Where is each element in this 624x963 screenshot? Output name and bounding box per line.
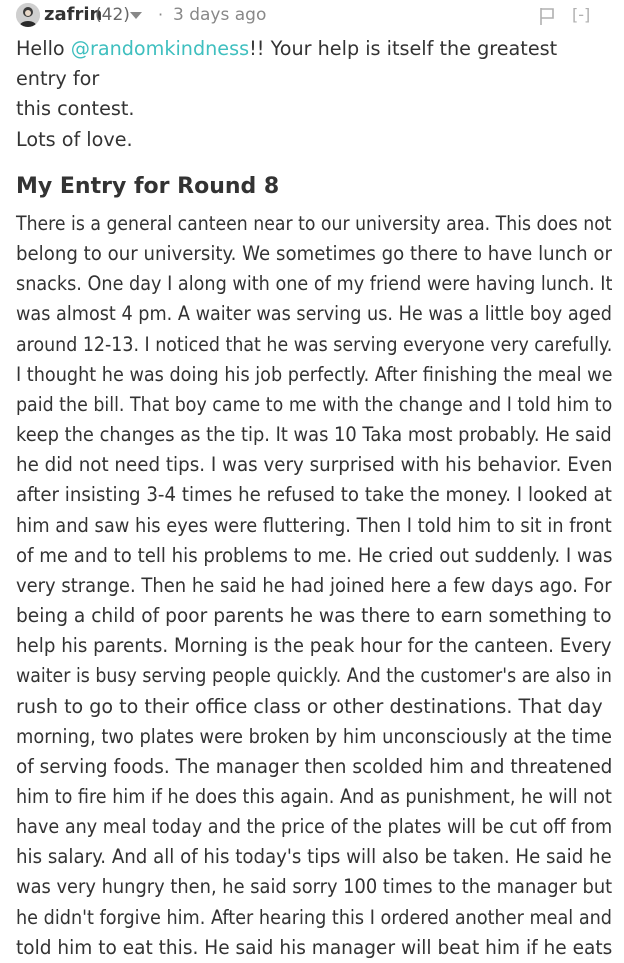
timestamp[interactable]: 3 days ago (173, 5, 267, 25)
story-line: he didn't forgive him. After hearing this I ordered another meal and (16, 905, 613, 929)
mention-link[interactable]: @randomkindness (70, 37, 250, 60)
story-line: after insisting 3-4 times he refused to take the money. I looked at (16, 483, 612, 507)
story-line: waiter is busy serving people quickly. And the customer's are also in (16, 664, 612, 688)
author-link[interactable]: zafrin (44, 4, 103, 25)
story-line: of me and to tell his problems to me. He cried out suddenly. I was (16, 543, 613, 567)
story-line: his salary. And all of his today's tips will also be taken. He said he (16, 845, 612, 869)
story-line: told him to eat this. He said his manager will beat him if he eats (16, 935, 613, 959)
collapse-button[interactable]: [-] (572, 5, 591, 24)
reply-line-1-rest: !! Your help is itself the greatest entry for (16, 37, 558, 91)
reply-greeting: Hello (16, 37, 65, 60)
avatar[interactable] (16, 3, 40, 27)
reputation-score: (42) (95, 5, 130, 25)
story-line: snacks. One day I along with one of my friend were having lunch. It (16, 272, 613, 296)
meta-separator: · (158, 5, 164, 24)
story-line: help his parents. Morning is the peak hour for the canteen. Every (16, 634, 612, 658)
story-line: morning, two plates were broken by him unconsciously at the time (16, 724, 612, 748)
story-line: he did not need tips. I was very surprised with his behavior. Even (16, 453, 613, 477)
reply-body (16, 34, 612, 155)
flag-icon[interactable] (537, 6, 557, 26)
reply-line-1 (16, 34, 612, 94)
story-body (16, 209, 612, 963)
reply-line-2: this contest. (16, 97, 135, 121)
story-line: was almost 4 pm. A waiter was serving us. He was a little boy aged (16, 302, 612, 326)
reply-line-3: Lots of love. (16, 127, 133, 151)
story-line: being a child of poor parents he was there to earn something to (16, 604, 612, 628)
chevron-down-icon[interactable] (130, 12, 142, 19)
story-line: him and saw his eyes were fluttering. Then I told him to sit in front (16, 513, 612, 537)
comment-header (0, 0, 624, 32)
story-line: There is a general canteen near to our university area. This does not (16, 212, 612, 235)
user-avatar-icon (16, 3, 40, 27)
story-line: was very hungry then, he said sorry 100 times to the manager but (16, 875, 613, 899)
story-line: have any meal today and the price of the plates will be cut off from (16, 815, 613, 839)
story-line: paid the bill. That boy came to me with the change and I told him to (16, 392, 613, 416)
story-line: him to fire him if he does this again. And as punishment, he will not (16, 784, 612, 808)
story-line: of serving foods. The manager then scolded him and threatened (16, 754, 613, 778)
story-line: very strange. Then he said he had joined here a few days ago. For (16, 573, 612, 597)
entry-title: My Entry for Round 8 (16, 174, 280, 199)
story-line: belong to our university. We sometimes go there to have lunch or (16, 242, 612, 266)
story-line: rush to go to their office class or other destinations. That day (16, 694, 603, 718)
story-line: around 12-13. I noticed that he was serving everyone very carefully. (16, 332, 613, 356)
story-line: I thought he was doing his job perfectly. After finishing the meal we (16, 362, 613, 386)
story-line: keep the changes as the tip. It was 10 Taka most probably. He said (16, 423, 612, 447)
